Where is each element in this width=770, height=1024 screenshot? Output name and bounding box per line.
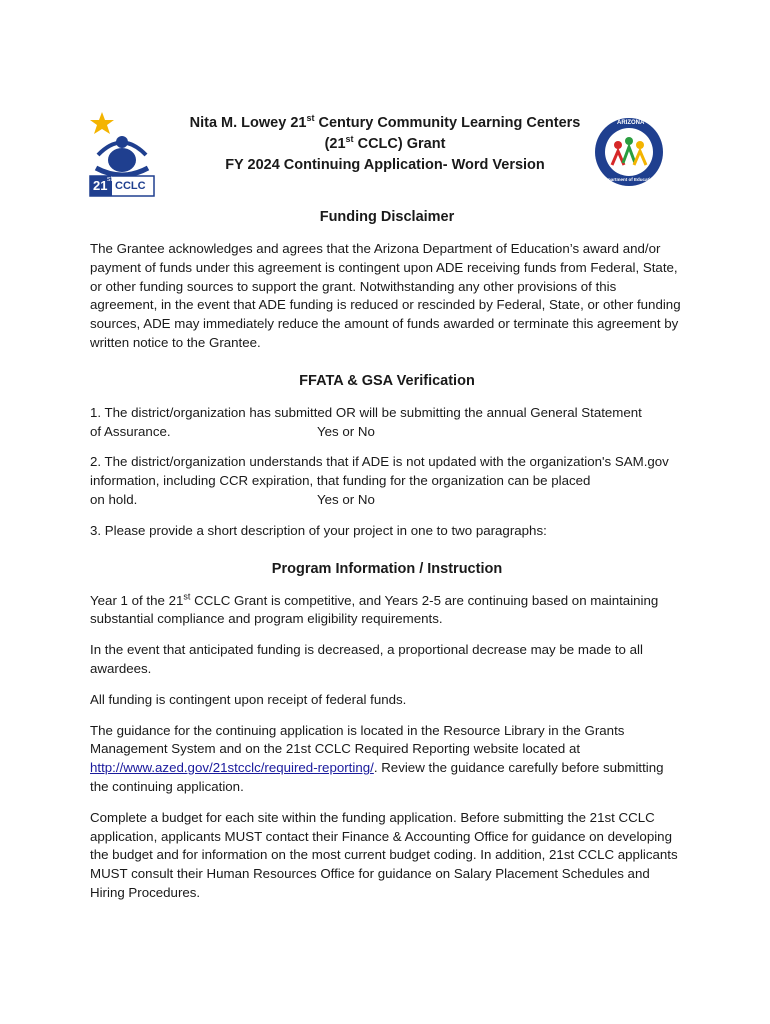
header-title-line3: FY 2024 Continuing Application- Word Version [225,157,545,173]
cclc-logo [88,110,156,198]
program-info-heading: Program Information / Instruction [271,560,503,577]
ade-seal-text-top: ARIZONA [617,120,645,126]
cclc-logo-number: 21 [93,178,108,193]
funding-disclaimer-heading: Funding Disclaimer [319,209,455,225]
ffata-question-1: 1. The district/organization has submitted OR will be submitting the annual General Statement of Assurance. Yes or No [90,404,684,442]
ffata-question-3: 3. Please provide a short description of your project in one to two paragraphs: [90,522,547,538]
document-header [150,113,620,176]
program-paragraph-3: All funding is contingent upon receipt of federal funds. [90,691,407,707]
program-paragraph-4: The guidance for the continuing application is located in the Resource Library in the Grants Management System and on the 21st CCLC Required Reporting website located at http://www.azed.gov/21stcclc/required-reporting/. Review the guidance carefully before submitting the continuing application. [90,722,664,794]
ffata-question-2: 2. The district/organization understands that if ADE is not updated with the organization's SAM.gov information, including CCR expiration, that funding for the organization can be placed on hold. Yes or No [90,453,684,509]
cclc-logo-text: CCLC [115,180,146,192]
required-reporting-link[interactable]: http://www.azed.gov/21stcclc/required-reporting/ [90,760,374,776]
document-body [90,207,684,915]
ffata-q1-yes-no[interactable]: Yes or No [317,423,375,439]
ffata-heading: FFATA & GSA Verification [299,372,475,389]
program-paragraph-2: In the event that anticipated funding is decreased, a proportional decrease may be made to all awardees. [90,642,643,676]
program-paragraph-5: Complete a budget for each site within the funding application. Before submitting the 21st CCLC application, applicants MUST contact their Finance & Accounting Office for guidance on developing the budget and for information on the most current budget coding. In addition, 21st CCLC applicants MUST consult their Human Resources Office for guidance on Salary Placement Schedules and Hiring Procedures. [90,809,678,900]
ade-seal-logo [594,117,664,187]
header-title-line1: Nita M. Lowey 21st Century Community Learning Centers [189,113,581,131]
ffata-q2-yes-no[interactable]: Yes or No [317,491,375,507]
header-title-line2: (21st CCLC) Grant [324,134,446,152]
funding-disclaimer-text: The Grantee acknowledges and agrees that the Arizona Department of Education’s award and/or payment of funds under this agreement is contingent upon ADE receiving funds from Federal, State, or other funding sources to support the grant. Notwithstanding any other provisions of this agreement, in the event that ADE funding is reduced or rescinded by Federal, State, or other funding sources, ADE may immediately reduce the amount of funds awarded or terminate this agreement by written notice to the Grantee. [90,241,681,350]
cclc-logo-sup: st [107,176,113,183]
ade-seal-text-bottom: Department of Education [602,177,656,182]
program-paragraph-1: Year 1 of the 21st CCLC Grant is competitive, and Years 2-5 are continuing based on maintaining substantial compliance and program eligibility requirements. [90,591,659,627]
